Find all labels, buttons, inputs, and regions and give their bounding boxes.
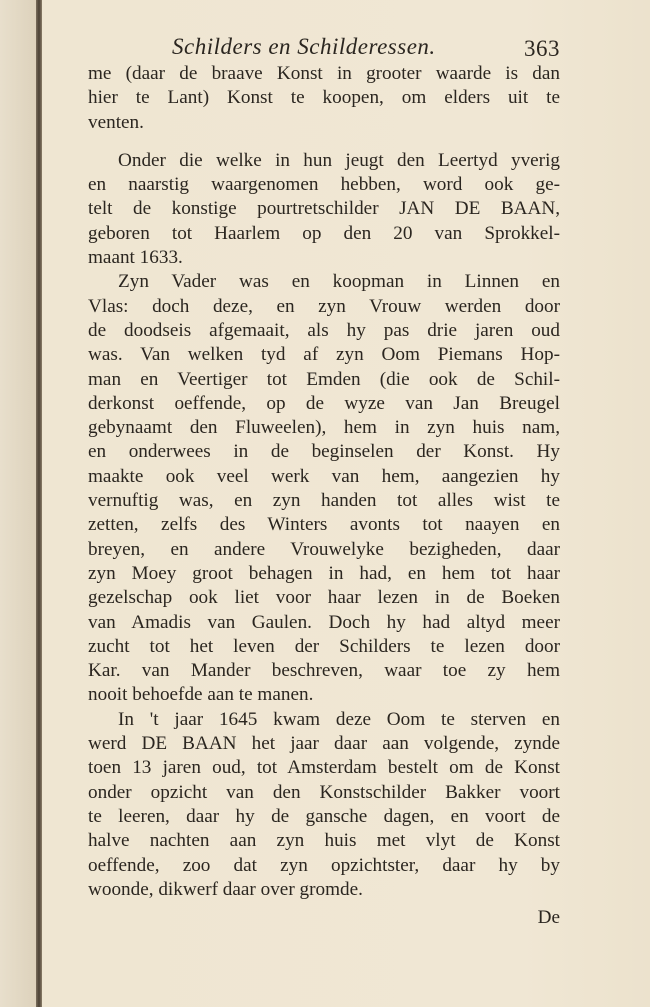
paragraph-4 xyxy=(88,708,560,902)
text-line: de doodseis afgemaait, als hy pas drie jaren oud xyxy=(88,319,560,341)
catchword: De xyxy=(537,907,560,929)
text-line: gebynaamt den Fluweelen), hem in zyn huis nam, xyxy=(88,417,560,439)
text-line: hier te Lant) Konst te koopen, om elders uit te xyxy=(88,87,560,109)
running-header xyxy=(88,32,560,62)
text-line: van Amadis van Gaulen. Doch hy had altyd meer xyxy=(88,611,560,633)
running-title: Schilders en Schilderessen. xyxy=(172,34,436,59)
text-line: onder opzicht van den Konstschilder Bakker voort xyxy=(88,781,560,803)
text-line: zucht tot het leven der Schilders te lezen door xyxy=(88,635,560,657)
text-line: breyen, en andere Vrouwelyke bezigheden, daar xyxy=(88,538,560,560)
text-line: Onder die welke in hun jeugt den Leertyd yverig xyxy=(118,149,560,171)
text-line: telt de konstige pourtretschilder JAN DE BAAN, xyxy=(88,198,560,220)
book-gutter xyxy=(36,0,42,1007)
text-line: vernuftig was, en zyn handen tot alles wist te xyxy=(88,490,560,512)
text-line: geboren tot Haarlem op den 20 van Sprokkel- xyxy=(88,222,560,244)
text-line: nooit behoefde aan te manen. xyxy=(88,684,314,706)
text-line: was. Van welken tyd af zyn Oom Piemans Hop- xyxy=(88,344,560,366)
paragraph-1 xyxy=(88,62,560,135)
text-line: Kar. van Mander beschreven, waar toe zy hem xyxy=(88,660,560,682)
text-line: venten. xyxy=(88,111,144,133)
text-line: In 't jaar 1645 kwam deze Oom te sterven en xyxy=(118,708,560,730)
page-text-block xyxy=(88,32,560,930)
text-line: Vlas: doch deze, en zyn Vrouw werden door xyxy=(88,295,560,317)
text-line: gezelschap ook liet voor haar lezen in de Boeken xyxy=(88,587,560,609)
text-line: te leeren, daar hy de gansche dagen, en voort de xyxy=(88,805,560,827)
text-line: maakte ook veel werk van hem, aangezien hy xyxy=(88,465,560,487)
paragraph-2 xyxy=(88,149,560,270)
page-number: 363 xyxy=(524,36,560,61)
text-line: man en Veertiger tot Emden (die ook de Schil- xyxy=(88,368,560,390)
text-line: en onderwees in de beginselen der Konst. Hy xyxy=(88,441,560,463)
text-line: woonde, dikwerf daar over gromde. xyxy=(88,878,363,900)
text-line: zetten, zelfs des Winters avonts tot naayen en xyxy=(88,514,560,536)
text-line: maant 1633. xyxy=(88,247,183,269)
text-line: en naarstig waargenomen hebben, word ook ge- xyxy=(88,174,560,196)
text-line: zyn Moey groot behagen in had, en hem tot haar xyxy=(88,562,560,584)
text-line: me (daar de braave Konst in grooter waarde is dan xyxy=(88,63,560,84)
text-line: toen 13 jaren oud, tot Amsterdam bestelt om de Konst xyxy=(88,757,560,779)
text-line: werd DE BAAN het jaar daar aan volgende, zynde xyxy=(88,733,560,755)
text-line: Zyn Vader was en koopman in Linnen en xyxy=(118,271,560,293)
previous-page-edge xyxy=(0,0,36,1007)
text-line: halve nachten aan zyn huis met vlyt de Konst xyxy=(88,830,560,852)
text-line: oeffende, zoo dat zyn opzichtster, daar hy by xyxy=(88,854,560,876)
text-line: derkonst oeffende, op de wyze van Jan Breugel xyxy=(88,392,560,414)
paragraph-3 xyxy=(88,270,560,707)
